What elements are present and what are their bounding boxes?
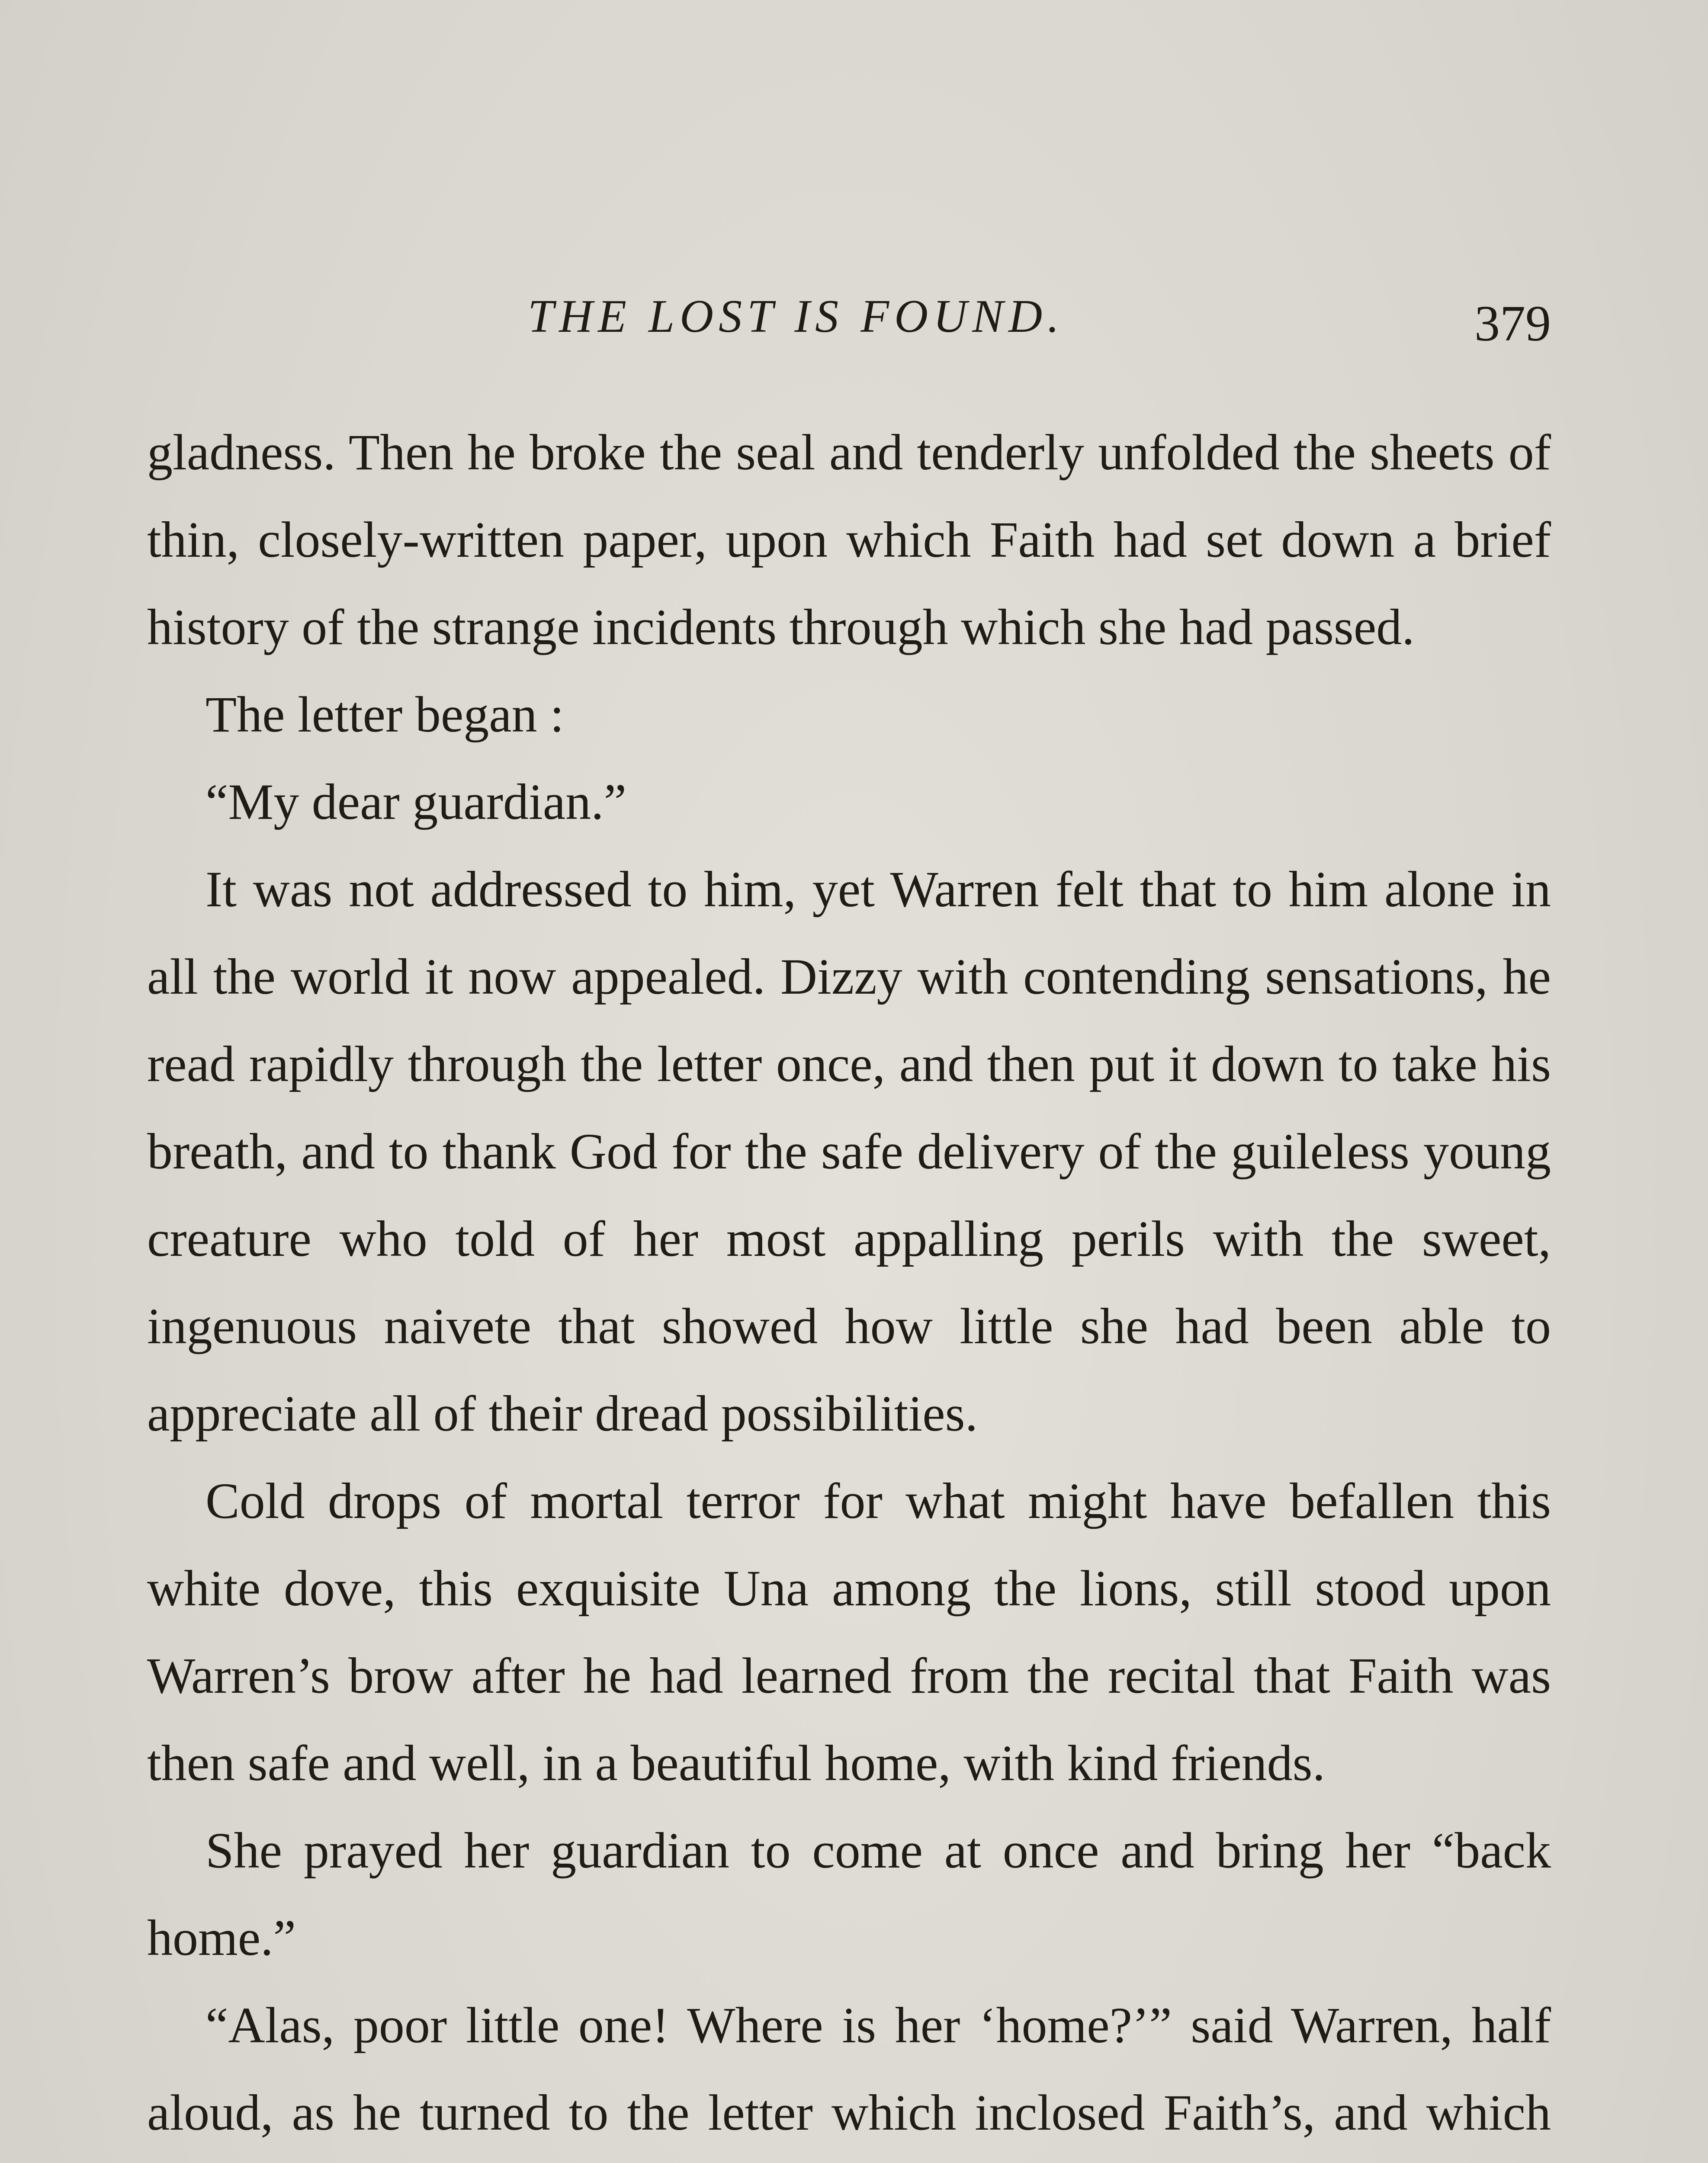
paragraph-3: “My dear guardian.” [205,773,627,830]
paragraph-6: She prayed her guardian to come at once and bring her “back home.” [147,1822,1551,1966]
running-title: THE LOST IS FOUND. [528,291,1065,342]
paragraph-5: Cold drops of mortal terror for what might have befallen this white dove, this exquisite Una among the lions, still stood upon Warren’s brow after he had learned from the recital that Faith was then safe and well, in a beautiful home, with kind friends. [147,1473,1551,1791]
paragraph-2: The letter began : [205,686,564,743]
page-number: 379 [1474,295,1551,352]
paragraph-1: gladness. Then he broke the seal and tenderly unfolded the sheets of thin, closely-written paper, upon which Faith had set down a brief history of the strange incidents through which she had passed. [147,424,1551,655]
paragraph-4: It was not addressed to him, yet Warren felt that to him alone in all the world it now appealed. Dizzy with contending sensations, he read rapidly through the letter once, and then put it down to take his breath, and to thank God for the safe delivery of the guileless young creature who told of her most appalling perils with the sweet, ingenuous naivete that showed how little she had been able to appreciate all of their dread possibilities. [147,861,1551,1442]
page-body [147,409,1551,2163]
page-header [147,281,1551,359]
paragraph-7: “Alas, poor little one! Where is her ‘home?’” said Warren, half aloud, as he turned to the letter which inclosed Faith’s, and which [147,1997,1551,2141]
